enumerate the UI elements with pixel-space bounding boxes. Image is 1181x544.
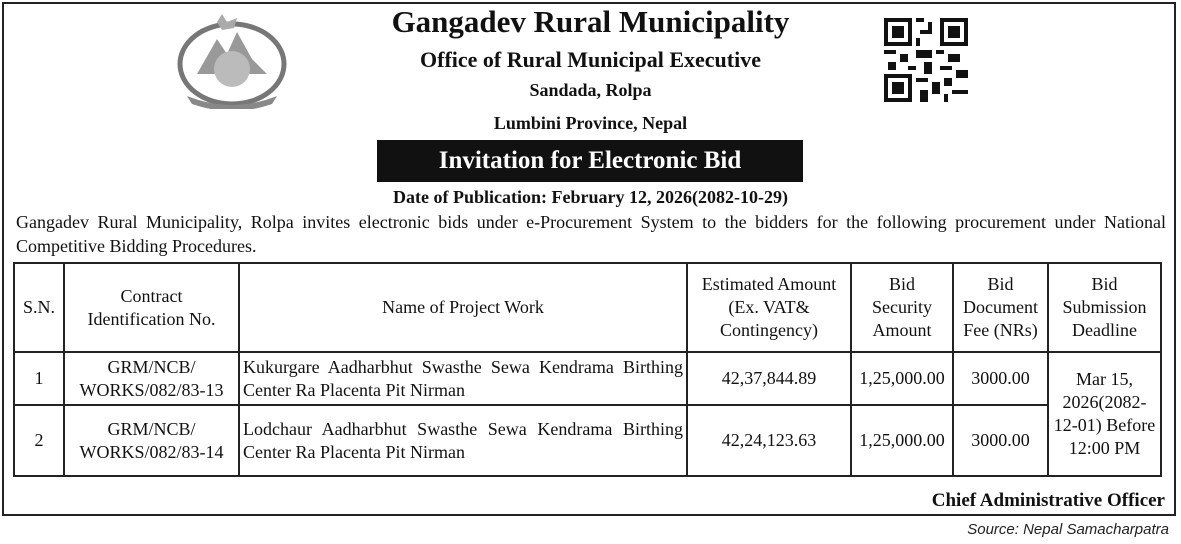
header-estimated: Estimated Amount (Ex. VAT& Contingency) [687, 263, 851, 352]
header-deadline: Bid Submission Deadline [1048, 263, 1161, 352]
bid-table [13, 262, 1162, 477]
municipality-name: Gangadev Rural Municipality [391, 4, 790, 39]
header-project: Name of Project Work [239, 263, 687, 352]
header-contract-id: Contract Identification No. [64, 263, 239, 352]
province: Lumbini Province, Nepal [493, 113, 688, 133]
cell-contract-id: GRM/NCB/ WORKS/082/83-13 [64, 352, 239, 405]
signatory: Chief Administrative Officer [931, 490, 1165, 511]
publication-date: Date of Publication: February 12, 2026(2082-10-29) [393, 187, 788, 207]
source-credit: Source: Nepal Samacharpatra [967, 521, 1169, 538]
notice-title: Invitation for Electronic Bid [377, 140, 803, 182]
cell-security: 1,25,000.00 [851, 352, 953, 405]
table-row [14, 405, 1161, 476]
cell-estimated: 42,24,123.63 [687, 405, 851, 476]
cell-deadline: Mar 15, 2026(2082-12-01) Before 12:00 PM [1048, 352, 1161, 476]
cell-security: 1,25,000.00 [851, 405, 953, 476]
header-fee: Bid Document Fee (NRs) [953, 263, 1048, 352]
cell-sn: 1 [14, 352, 64, 405]
cell-fee: 3000.00 [953, 405, 1048, 476]
cell-contract-id: GRM/NCB/ WORKS/082/83-14 [64, 405, 239, 476]
cell-fee: 3000.00 [953, 352, 1048, 405]
cell-project: Lodchaur Aadharbhut Swasthe Sewa Kendrama Birthing Center Ra Placenta Pit Nirman [239, 405, 687, 476]
cell-estimated: 42,37,844.89 [687, 352, 851, 405]
header-security: Bid Security Amount [851, 263, 953, 352]
cell-project: Kukurgare Aadharbhut Swasthe Sewa Kendrama Birthing Center Ra Placenta Pit Nirman [239, 352, 687, 405]
header-sn: S.N. [14, 263, 64, 352]
address: Sandada, Rolpa [529, 80, 652, 100]
table-header-row [14, 263, 1161, 352]
table-row [14, 352, 1161, 405]
office-name: Office of Rural Municipal Executive [420, 47, 761, 72]
cell-sn: 2 [14, 405, 64, 476]
intro-paragraph: Gangadev Rural Municipality, Rolpa invites electronic bids under e-Procurement System to the bidders for the following procurement under National Competitive Bidding Procedures. [16, 212, 1166, 256]
